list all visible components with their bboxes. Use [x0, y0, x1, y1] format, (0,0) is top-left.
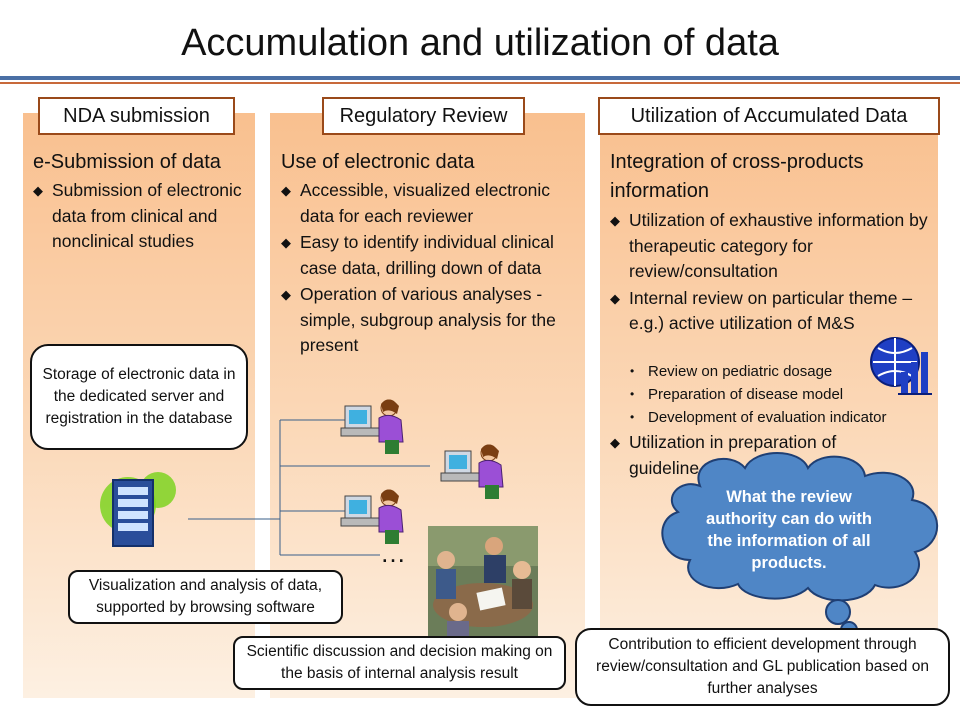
reviewer-computer-icon	[341, 399, 403, 454]
bullet-item: ◆ Easy to identify individual clinical case data, drilling down of data	[281, 230, 581, 281]
subtitle-integration: Integration of cross-products information	[610, 151, 864, 202]
subtitle-e-submission: e-Submission of data	[33, 151, 221, 173]
subtitle-use-electronic-data: Use of electronic data	[281, 151, 475, 173]
server-icon	[100, 472, 176, 546]
callout-scientific-discussion	[233, 636, 566, 690]
header-utilization: Utilization of Accumulated Data	[598, 97, 940, 135]
callout-scientific-text: Scientific discussion and decision making on the basis of internal analysis result	[246, 643, 553, 682]
meeting-photo	[428, 526, 538, 636]
reviewer-computer-icon	[341, 489, 403, 544]
reviewer-computer-icon	[441, 444, 503, 499]
cloud-text: What the review authority can do with the information of all products.	[706, 488, 872, 572]
bullet-item: ◆ Accessible, visualized electronic data for each reviewer	[281, 178, 581, 229]
sub-bullet-item: • Preparation of disease model	[628, 383, 938, 406]
header-regulatory-review: Regulatory Review	[322, 97, 525, 135]
page-title: Accumulation and utilization of data	[181, 22, 779, 64]
callout-storage-text: Storage of electronic data in the dedicated server and registration in the database	[42, 366, 236, 427]
callout-visualization-text: Visualization and analysis of data, supported by browsing software	[88, 577, 323, 616]
sub-bullet-item: • Development of evaluation indicator	[628, 406, 938, 429]
callout-contribution-text: Contribution to efficient development through review/consultation and GL publication based on further analyses	[596, 636, 929, 697]
analysis-chart-icon	[871, 338, 932, 394]
bullet-item: ◆ Utilization of exhaustive information by therapeutic category for review/consultation	[610, 208, 930, 285]
ellipsis: …	[380, 538, 408, 568]
bullet-item: ◆ Internal review on particular theme – e.g.) active utilization of M&S	[610, 286, 930, 337]
bullet-item: ◆ Operation of various analyses - simple, subgroup analysis for the present	[281, 282, 581, 359]
callout-storage	[30, 344, 248, 450]
sub-bullet-item: • Review on pediatric dosage	[628, 360, 938, 383]
callout-visualization	[68, 570, 343, 624]
header-nda-submission: NDA submission	[38, 97, 235, 135]
bullet-item: ◆ Submission of electronic data from clinical and nonclinical studies	[33, 178, 251, 255]
callout-contribution	[575, 628, 950, 706]
bullet-item: ◆ Utilization in preparation of guideline	[610, 430, 910, 481]
